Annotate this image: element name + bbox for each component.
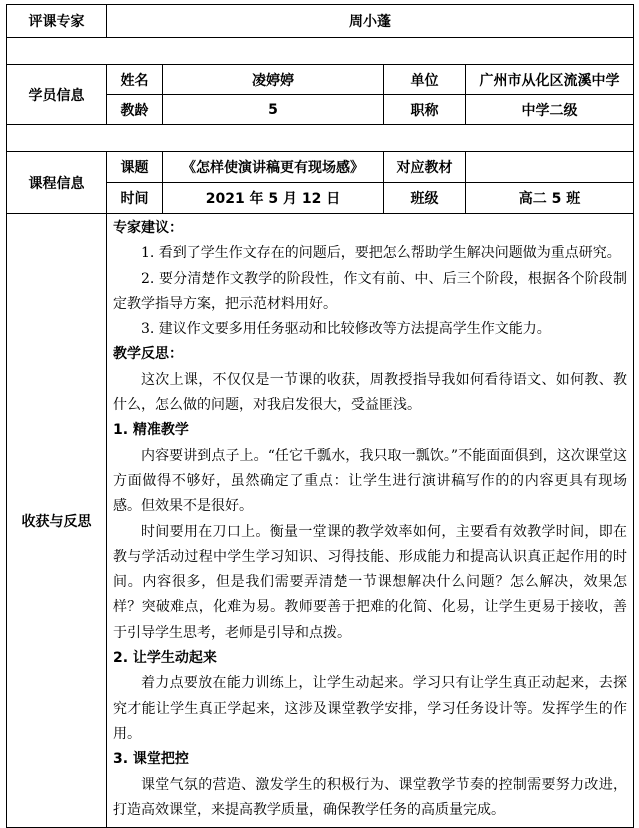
harvest-content — [107, 214, 634, 828]
spacer-row — [7, 38, 634, 65]
harvest-label: 收获与反思 — [7, 214, 107, 828]
class-label: 班级 — [384, 183, 466, 214]
unit-label: 单位 — [384, 65, 466, 95]
years-label: 教龄 — [107, 95, 163, 125]
paragraph: 这次上课，不仅仅是一节课的收获，周教授指导我如何看待语文、如何教、教什么，怎么做的问题，对我启发很大，受益匪浅。 — [113, 371, 627, 414]
harvest-paragraphs — [113, 216, 627, 823]
section-heading: 专家建议： — [113, 220, 183, 236]
unit-value: 广州市从化区流溪中学 — [466, 65, 634, 95]
student-info-label: 学员信息 — [7, 65, 107, 125]
title-value: 中学二级 — [466, 95, 634, 125]
paragraph: 2. 要分清楚作文教学的阶段性，作文有前、中、后三个阶段，根据各个阶段制定教学指导方案，把示范材料用好。 — [113, 270, 627, 312]
course-info-label: 课程信息 — [7, 152, 107, 214]
name-value: 凌婷婷 — [163, 65, 384, 95]
years-value: 5 — [163, 95, 384, 125]
title-label: 职称 — [384, 95, 466, 125]
material-value — [466, 152, 634, 183]
reviewer-label: 评课专家 — [7, 5, 107, 38]
class-value: 高二 5 班 — [466, 183, 634, 214]
section-heading: 教学反思： — [113, 346, 183, 363]
time-label: 时间 — [107, 183, 163, 214]
section-heading: 3. 课堂把控 — [113, 751, 189, 768]
paragraph: 时间要用在刀口上。衡量一堂课的教学效率如何，主要看有效教学时间，即在教与学活动过程中学生学习知识、习得技能、形成能力和提高认识真正起作用的时间。内容很多，但是我们需要弄清楚一节课想解决什么问题？怎么解决，效果怎样？突破难点，化难为易。教师要善于把难的化简、化易，让学生更易于接收，善于引导学生思考，老师是引导和点拨。 — [113, 523, 627, 641]
material-label: 对应教材 — [384, 152, 466, 183]
paragraph: 3. 建议作文要多用任务驱动和比较修改等方法提高学生作文能力。 — [141, 321, 551, 338]
spacer-row — [7, 125, 634, 152]
evaluation-form — [6, 4, 634, 828]
time-value: 2021 年 5 月 12 日 — [163, 183, 384, 214]
paragraph: 1. 看到了学生作文存在的问题后，要把怎么帮助学生解决问题做为重点研究。 — [141, 245, 621, 262]
section-heading: 1. 精准教学 — [113, 422, 189, 439]
paragraph: 着力点要放在能力训练上，让学生动起来。学习只有让学生真正动起来，去探究才能让学生真正学起来，这涉及课堂教学安排，学习任务设计等。发挥学生的作用。 — [113, 675, 627, 742]
topic-value: 《怎样使演讲稿更有现场感》 — [163, 152, 384, 183]
paragraph: 课堂气氛的营造、激发学生的积极行为、课堂教学节奏的控制需要努力改进，打造高效课堂，来提高教学质量，确保教学任务的高质量完成。 — [113, 776, 627, 818]
reviewer-name: 周小蓬 — [107, 5, 634, 38]
paragraph: 内容要讲到点子上。“任它千瓢水，我只取一瓢饮。”不能面面俱到，这次课堂这方面做得不够好，虽然确定了重点：让学生进行演讲稿写作的的内容更具有现场感。但效果不是很好。 — [113, 447, 627, 515]
topic-label: 课题 — [107, 152, 163, 183]
section-heading: 2. 让学生动起来 — [113, 650, 217, 667]
name-label: 姓名 — [107, 65, 163, 95]
